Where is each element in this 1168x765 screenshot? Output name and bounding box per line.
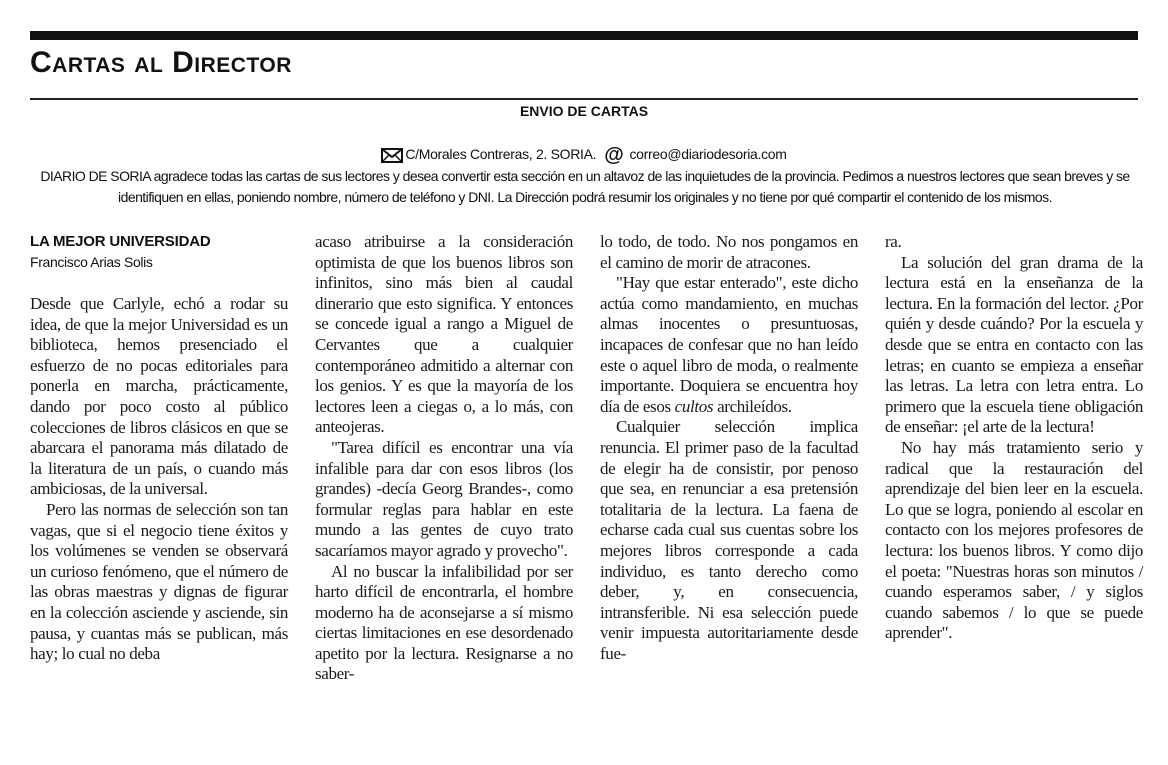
paragraph: Pero las normas de selección son tan vagas, que si el negocio tiene éxitos y los volúmenes se venden se observará un curioso fenómeno, que el número de las obras maestras y dignas de figurar en la colección asciende y asciende, sin pausa, y cuantas más se publican, más hay; lo cual no deba [30, 499, 288, 664]
paragraph-text: archileídos. [713, 396, 792, 416]
column-4 [885, 232, 1143, 644]
contact-address: C/Morales Contreras, 2. SORIA. [405, 146, 597, 163]
envelope-icon [381, 148, 405, 164]
column-3 [600, 232, 858, 664]
paragraph: Al no buscar la infalibilidad por ser harto difícil de encontrarla, el hombre moderno ha de aconsejarse a sí mismo ciertas limitaciones en ese desordenado apetito por la lectura. Resignarse a no saber- [315, 561, 573, 684]
contact-line [0, 144, 1168, 167]
article-body [30, 232, 1143, 760]
emphasis-text: cultos [674, 396, 714, 416]
paragraph: No hay más tratamiento serio y radical que la restauración del aprendizaje del bien leer en la escuela. Lo que se logra, poniendo al escolar en contacto con los mejores profesores de lectura: los buenos libros. Y como dijo el poeta: "Nuestras horas son minutos / cuando esperamos saber, / y siglos cuando sabemos / lo que se puede aprender". [885, 437, 1143, 643]
paragraph: Cualquier selección implica renuncia. El primer paso de la facultad de elegir ha de consistir, por penoso que sea, en renunciar a esa pretensión totalitaria de la lectura. La faena de echarse cada cual sus cuentas sobre los mejores libros corresponde a cada individuo, es tanto derecho como deber, y, en consecuencia, intransferible. Ni esa selección puede venir impuesta autoritariamente desde fue- [600, 417, 858, 663]
paragraph: ra. [885, 232, 902, 251]
paragraph: lo todo, de todo. No nos pongamos en el camino de morir de atracones. [600, 232, 858, 272]
paragraph: acaso atribuirse a la consideración optimista de que los buenos libros son infinitos, sino más bien al caudal dinerario que esto significa. Y entonces se concede igual a rango a Miguel de Cervantes que a cualquier contemporáneo admitido a alternar con los genios. Y es que la mayoría de los lectores leen a ciegas o, a lo más, con anteojeras. [315, 232, 573, 437]
envio-heading: ENVIO DE CARTAS [519, 103, 649, 119]
paragraph: Desde que Carlyle, echó a rodar su idea, de que la mejor Universidad es un biblioteca, hemos presenciado el esfuerzo de no pocas editoriales para ponerla en marcha, prácticamente, dando por poco costo al público colecciones de libros clásicos en que se abarcara el panorama más dilatado de la literatura de un país, o cuando más ambiciosas, de la universal. [30, 294, 288, 499]
title-rule [30, 98, 1138, 100]
column-1 [30, 232, 288, 665]
section-title: Cartas al Director [30, 46, 292, 79]
paragraph: "Tarea difícil es encontrar una vía infalible para dar con esos libros (los grandes) -decía Georg Brandes-, como formular reglas para hablar en este mundo a las gentes de cuyo trato sacaríamos mayor agrado y provecho". [315, 437, 573, 560]
paragraph-text: "Hay que estar enterado", este dicho actúa como mandamiento, en muchas almas inocentes o presuntuosas, incapaces de confesar que no han leído este o aquel libro de moda, o realmente importante. Doquiera se encuentra hoy día de esos [600, 273, 858, 416]
at-sign-icon: @ [604, 144, 624, 166]
contact-email: correo@diariodesoria.com [629, 146, 787, 163]
column-2 [315, 232, 573, 685]
article-title: LA MEJOR UNIVERSIDAD [30, 233, 211, 250]
intro-text: DIARIO DE SORIA agradece todas las cartas de sus lectores y desea convertir esta sección en un altavoz de las inquietudes de la provincia. Pedimos a nuestros lectores que sean breves y se identifiquen en ellas, poniendo nombre, número de teléfono y DNI. La Dirección podrá resumir los originales y no tiene por qué compartir el contenido de los mismos. [40, 168, 1130, 205]
paragraph: La solución del gran drama de la lectura está en la enseñanza de la lectura. En la formación del lector. ¿Por quién y desde cuándo? Por la escuela y desde que se entra en contacto con las letras; en cuanto se empieza a enseñar las letras. La letra con letra entra. Lo primero que la escuela tiene obligación de enseñar: ¡el arte de la lectura! [885, 252, 1143, 437]
article-author: Francisco Arias Solis [30, 254, 153, 270]
paragraph [600, 273, 858, 417]
top-rule [30, 31, 1138, 40]
